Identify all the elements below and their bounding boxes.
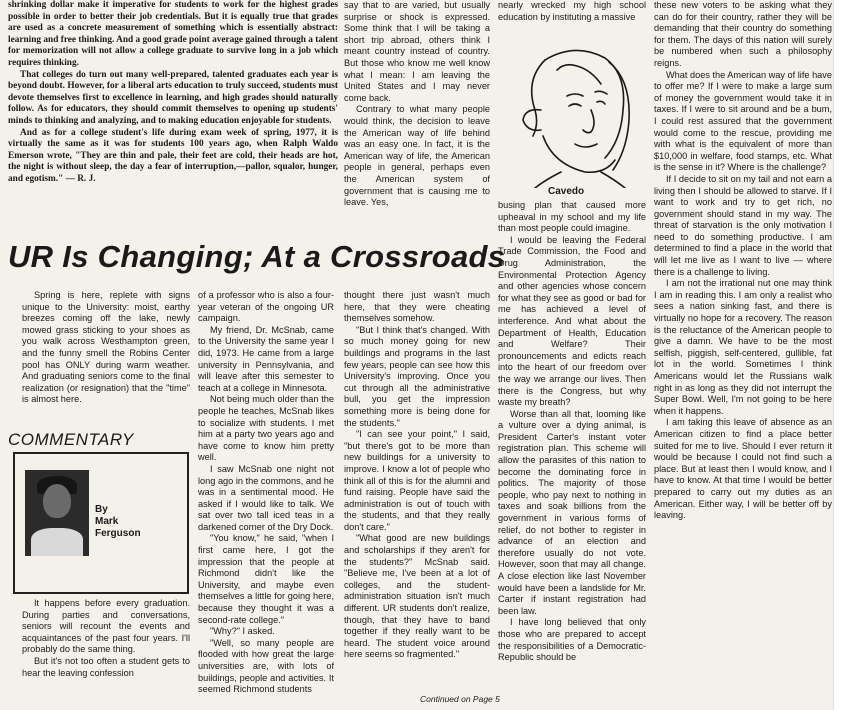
article-column-1-bottom bbox=[22, 598, 190, 710]
byline bbox=[95, 504, 141, 540]
cartoon-portrait bbox=[505, 40, 650, 188]
commentary-label: COMMENTARY bbox=[8, 430, 134, 449]
article-paragraph: It happens before every graduation. During parties and conversations, seniors will recount the events and acquaintances of the past four years. I'll probably do the same thing. bbox=[22, 598, 190, 655]
column-paragraph: nearly wrecked my high school education by instituting a massive bbox=[498, 0, 646, 22]
article-column-3 bbox=[344, 290, 490, 692]
article-paragraph: I have long believed that only those who are prepared to accept the responsibilities of a Democratic-Republic should be bbox=[498, 617, 646, 663]
article-paragraph: "I can see your point," I said, "but there's got to be more than new buildings for a university to improve. I know a lot of people who think all of this is for the alumni and fund raising. People have said the administration is out of touch with the students, and that they really don't care." bbox=[344, 429, 490, 532]
article-paragraph: busing plan that caused more upheaval in my school and my life than most people could imagine. bbox=[498, 200, 646, 234]
article-paragraph: What does the American way of life have to offer me? If I were to make a large sum of money the government would take it in taxes. If I were to sit around and be a bum, I could rest assured that the government would come to the rescue, providing me with what is the equivalent of more than $10,000 in welfare, food stamps, etc. What is the sense in it? Where is the challenge? bbox=[654, 69, 832, 173]
column-top-middle bbox=[344, 0, 490, 232]
article-paragraph: But it's not too often a student gets to hear the leaving confession bbox=[22, 655, 190, 678]
byline-by: By bbox=[95, 504, 108, 515]
article-column-1 bbox=[22, 290, 190, 426]
editorial-paragraph: That colleges do turn out many well-prepared, talented graduates each year is beyond doubt. However, for a liberal arts education to truly succeed, students must devote themselves first to excellence in learning, and high grades should naturally follow. As for educators, they should commit themselves to opening up students' minds to thinking and analyzing, and to making education enjoyable for students. bbox=[8, 69, 338, 126]
column-paragraph: say that to are varied, but usually surprise or shock is expressed. Some think that I will be taking a short trip abroad, others think I meant country instead of country. But those who know me well know what I mean: I am leaving the United States and I may never come back. bbox=[344, 0, 490, 103]
article-paragraph: "But I think that's changed. With so much money going for new buildings and programs in the last few years, people can see how this University's improving. Once you cut through all the administrative bull, you get the impression something more is being done for the students." bbox=[344, 324, 490, 428]
editorial-top-left bbox=[8, 0, 338, 232]
article-paragraph: "You know," he said, "when I first came here, I got the impression that the people at Richmond didn't like the University, and maybe even themselves a little for going here, because they thought it was a second-rate college." bbox=[198, 533, 334, 625]
author-photo bbox=[25, 470, 89, 556]
byline-last-name: Ferguson bbox=[95, 528, 141, 539]
article-paragraph: thought there just wasn't much here, that they were cheating themselves somehow. bbox=[344, 290, 490, 324]
article-column-5 bbox=[654, 0, 832, 710]
article-paragraph: I would be leaving the Federal Trade Commission, the Food and Drug Administration, the Environmental Protection Agency and other agencies whose concern for what they see as good or bad for me has achieved a level of interference. And what about the Department of Health, Education and Welfare? Their pronouncements and edicts reach into the heart of our freedom over the way we arrange our lives. Then there is the Congress, but why waste my breath? bbox=[498, 234, 646, 408]
commentary-byline-box bbox=[13, 452, 189, 594]
article-paragraph: Worse than all that, looming like a vulture over a dying animal, is President Carter's instant voter registration plan. This scheme will allow the parasites of this nation to become the dominating force in politics. The majority of those people, who pay next to nothing in taxes and soak billions from the government in various forms of relief, do not bother to register in advance of an election and therefore usually do not vote. However, soon that may all change. A close election like last November would have been a landslide for Mr. Carter if instant registration had been law. bbox=[498, 408, 646, 616]
article-headline: UR Is Changing; At a Crossroads bbox=[8, 239, 506, 274]
article-column-4 bbox=[498, 200, 646, 710]
scan-edge bbox=[833, 0, 842, 710]
article-paragraph: of a professor who is also a four-year veteran of the ongoing UR campaign. bbox=[198, 290, 334, 324]
article-paragraph: I am taking this leave of absence as an American citizen to find a place better suited for me to live. Should I ever return it would be because I could not find such a place. But at least then I would know, and I have to know. At that time I would be better prepared to carry out my duties as an American. Either way, I will be better off by leaving. bbox=[654, 417, 832, 521]
article-paragraph: My friend, Dr. McSnab, came to the University the same year I did, 1973. He came from a large university in Pennsylvania, and will leave after this semester to teach at a college in Minnesota. bbox=[198, 324, 334, 393]
article-paragraph: "Well, so many people are flooded with how great the large universities are, with lots of buildings, people and activities. It seemed Richmond students bbox=[198, 637, 334, 695]
article-paragraph: Spring is here, replete with signs unique to the University: moist, earthy breezes coming off the lake, newly mowed grass sticking to your shoes as you walk across Westhampton green, and the funny smell the Robins Center pool has ONLY during warm weather. And graduating seniors come to the final realization (or resignation) that the "time" is almost here. bbox=[22, 290, 190, 405]
article-column-2 bbox=[198, 290, 334, 710]
article-paragraph: I am not the irrational nut one may think I am in reading this. I am only a realist who sees a nation sinking fast, and there is virtually no hope for a recovery. The reason is the reluctance of the American people to give a damn. We have to be the most selfish, piggish, self-centered, gullible, fat lot in the world. Sometimes I think Americans would let the Russians walk right in as long as they did not interrupt the Super Bowl. Well, I'm not going to be here when it happens. bbox=[654, 278, 832, 416]
column-paragraph: Contrary to what many people would think, the decision to leave the American way of life behind was an easy one. In fact, it is the American way of life, the American people in general, perhaps even the American system of government that is causing me to leave. Yes, bbox=[344, 104, 490, 208]
article-paragraph: If I decide to sit on my tail and not earn a living then I should be allowed to starve. If I want to work and try to get rich, no government should stand in my way. The threat of starvation is the only motivation I need to do something productive. I am determined to find a place in the world that will let me live as I want to live — where there is a challenge to living. bbox=[654, 173, 832, 277]
article-paragraph: "Why?" I asked. bbox=[210, 626, 275, 637]
article-paragraph: "What good are new buildings and scholarships if they aren't for the students?" McSnab said. "Believe me, I've been at a lot of colleges, and the student-administration situation isn't much different. UR students don't realize, though, that they have to band together if they really want to be heard. The student voice around here seems so fragmented." bbox=[344, 533, 490, 660]
article-paragraph: these new voters to be asking what they can do for their country, rather they will be demanding that their country do something for them. The days of this nation will surely be numbered when such a philosophy reigns. bbox=[654, 0, 832, 68]
column-4-top bbox=[498, 0, 646, 26]
byline-first-name: Mark bbox=[95, 516, 119, 527]
editorial-paragraph: shrinking dollar make it imperative for students to work for the highest grades possible in order to better their job credentials. But it is equally true that grades are used as a concrete measurement of something which is essentially abstract: learning and free thinking. And a good grade point average gained through a talent for memorization will not allow a college graduate to survive long in a job which requires thinking. bbox=[8, 0, 338, 68]
editorial-paragraph: And as for a college student's life during exam week of spring, 1977, it is virtually the same as it was for students 100 years ago, when Ralph Waldo Emerson wrote, "They are thin and pale, their feet are cold, their heads are hot, the night is without sleep, the day a fear of interruption,—pallor, squalor, hunger, and egotism." — R. J. bbox=[8, 127, 338, 184]
article-paragraph: I saw McSnab one night not long ago in the commons, and he was in a sentimental mood. He asked if I would like to talk. We sat over two tall iced teas in a darkened corner of the Dry Dock. bbox=[198, 463, 334, 532]
article-paragraph: Not being much older than the people he teaches, McSnab likes to socialize with students. I met him at a party two years ago and have come to know him pretty well. bbox=[198, 394, 334, 463]
continued-note: Continued on Page 5 bbox=[420, 694, 500, 704]
cartoon-caption: Cavedo bbox=[548, 186, 585, 197]
